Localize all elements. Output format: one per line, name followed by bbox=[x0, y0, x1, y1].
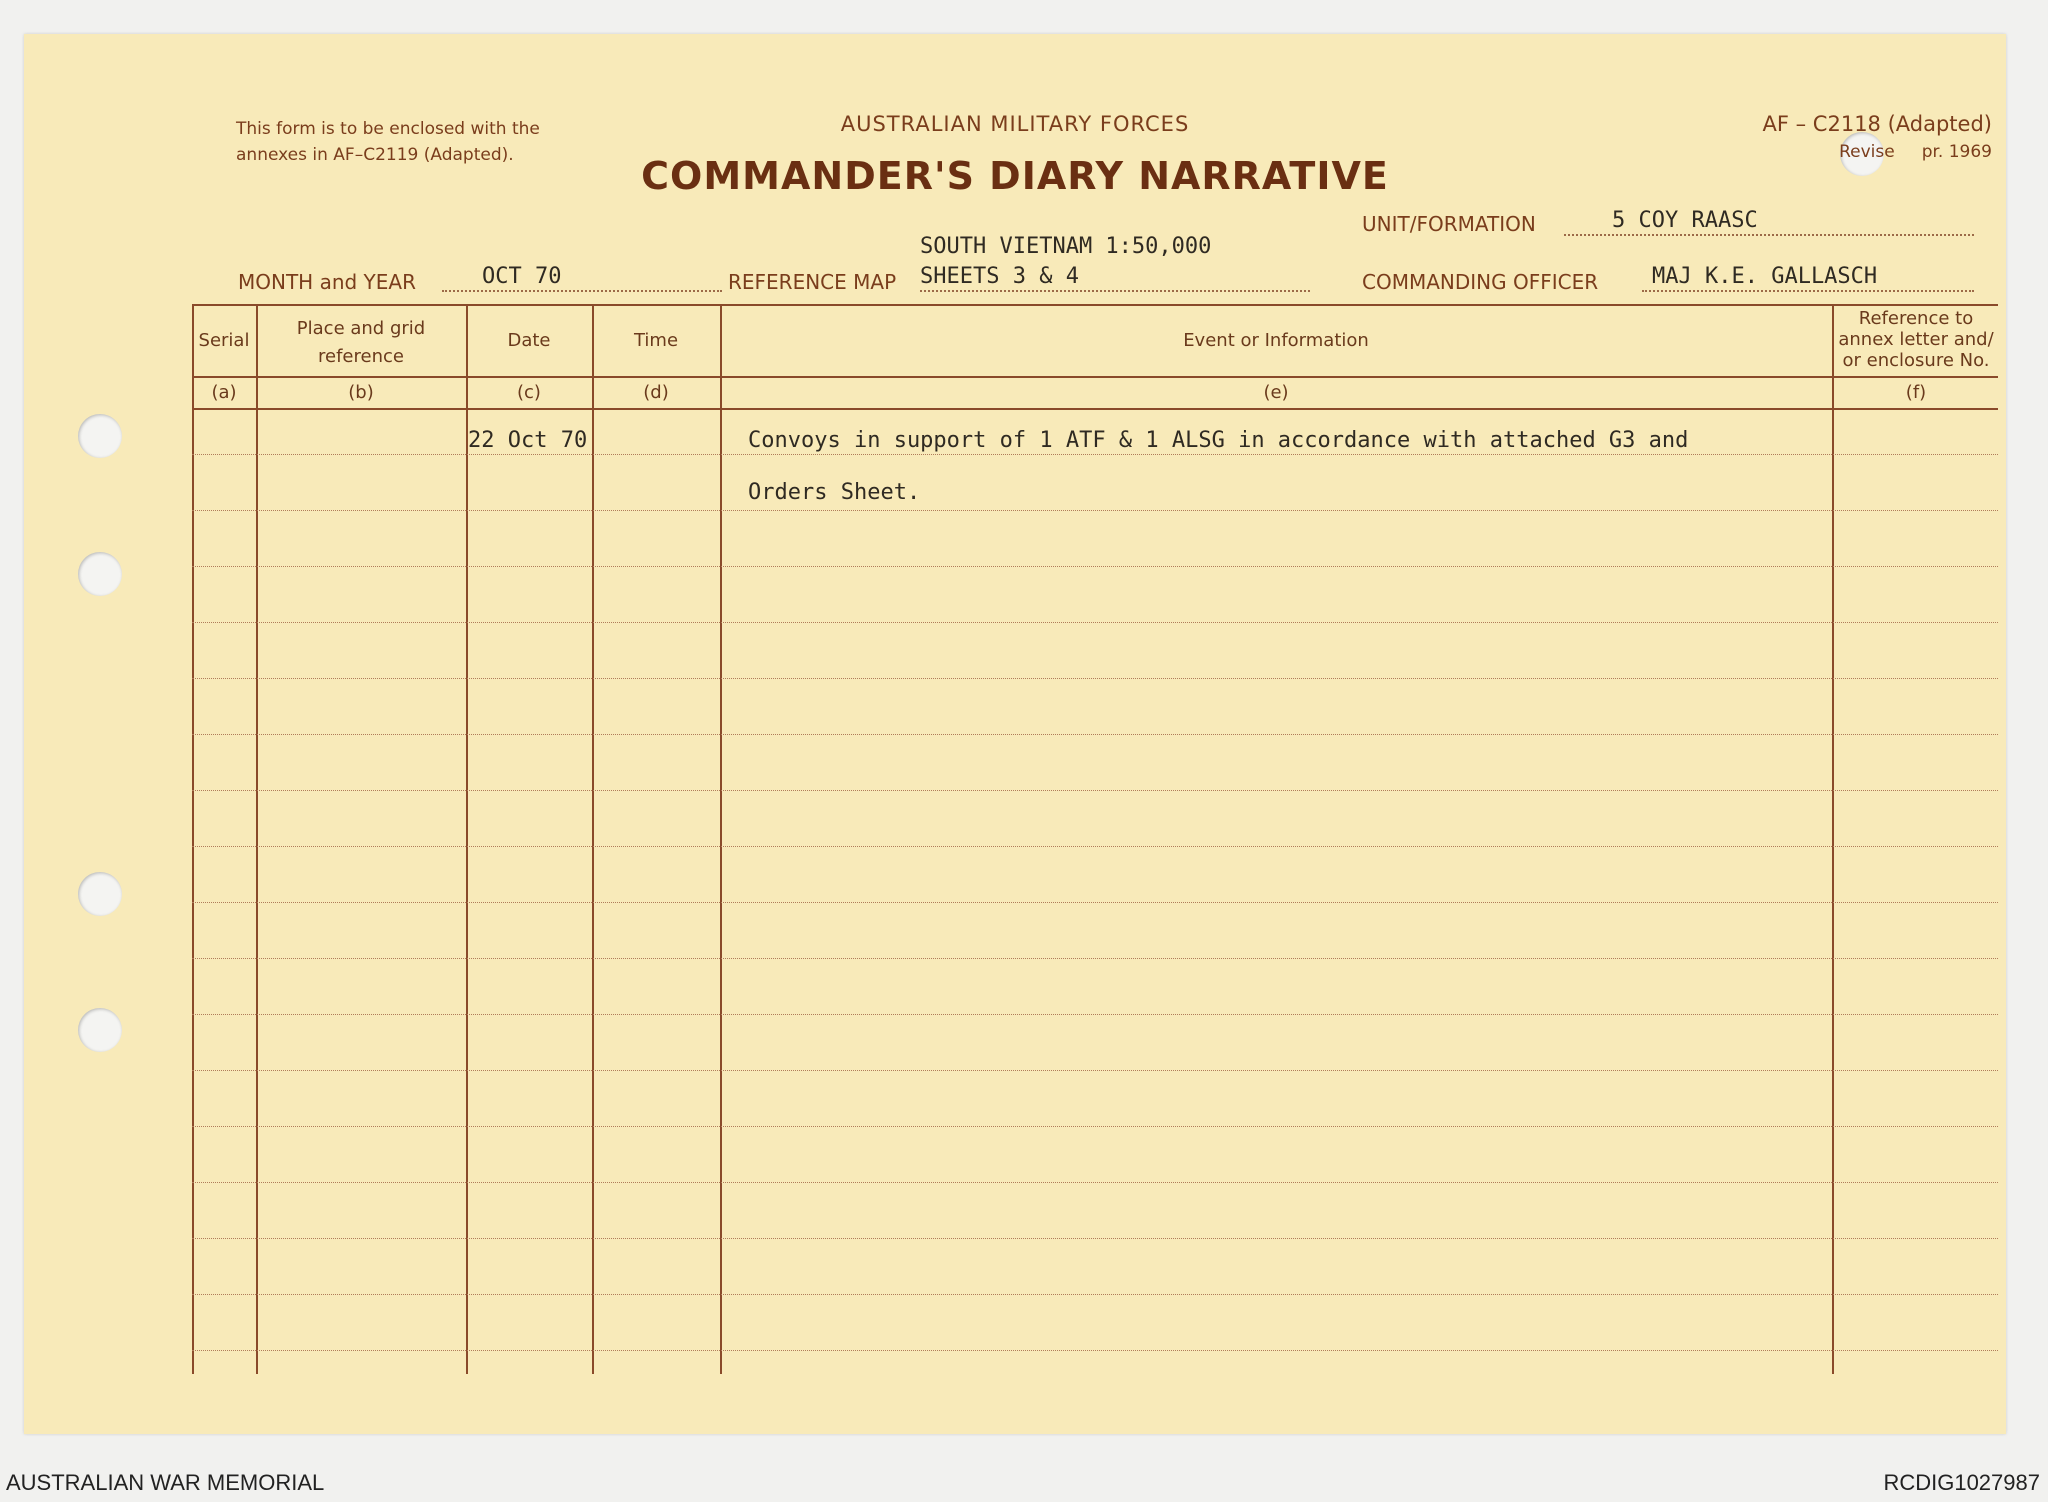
co-label: COMMANDING OFFICER bbox=[1362, 270, 1599, 294]
row-rule bbox=[192, 958, 1998, 959]
column-border bbox=[256, 304, 258, 1374]
row-rule bbox=[192, 1238, 1998, 1239]
row-rule bbox=[192, 1126, 1998, 1127]
map-underline bbox=[920, 290, 1310, 292]
row-rule bbox=[192, 454, 1998, 455]
diary-sheet bbox=[24, 34, 2006, 1434]
map-value-line2: SHEETS 3 & 4 bbox=[920, 264, 1079, 289]
table-top-border bbox=[192, 304, 1998, 306]
subheader-a: (a) bbox=[211, 382, 237, 403]
subheader-divider bbox=[192, 408, 1998, 410]
header-serial: Serial bbox=[198, 330, 250, 351]
month-label: MONTH and YEAR bbox=[238, 270, 416, 294]
column-border bbox=[592, 304, 594, 1374]
row-rule bbox=[192, 622, 1998, 623]
enclosure-note-line2: annexes in AF–C2119 (Adapted). bbox=[236, 145, 514, 165]
co-value: MAJ K.E. GALLASCH bbox=[1652, 264, 1878, 289]
entry-event-line2: Orders Sheet. bbox=[748, 480, 921, 505]
header-reference bbox=[1834, 308, 1998, 371]
organisation-heading: AUSTRALIAN MILITARY FORCES bbox=[840, 112, 1190, 136]
revision-date: Revise pr. 1969 bbox=[1839, 142, 1992, 162]
header-divider bbox=[192, 376, 1998, 378]
header-reference-line1: Reference to bbox=[1858, 308, 1974, 329]
subheader-c: (c) bbox=[517, 382, 541, 403]
month-underline bbox=[442, 290, 722, 292]
row-rule bbox=[192, 846, 1998, 847]
diary-table bbox=[192, 304, 1998, 1374]
subheader-d: (d) bbox=[643, 382, 669, 403]
row-rule bbox=[192, 1182, 1998, 1183]
header-event: Event or Information bbox=[1183, 330, 1369, 351]
enclosure-note-line1: This form is to be enclosed with the bbox=[236, 119, 540, 139]
punch-hole bbox=[78, 414, 122, 458]
column-border bbox=[466, 304, 468, 1374]
unit-underline bbox=[1564, 234, 1974, 236]
row-rule bbox=[192, 1350, 1998, 1351]
entry-event-line1: Convoys in support of 1 ATF & 1 ALSG in accordance with attached G3 and bbox=[748, 428, 1689, 453]
row-rule bbox=[192, 1070, 1998, 1071]
header-place-line2: reference bbox=[318, 346, 404, 367]
month-value: OCT 70 bbox=[482, 264, 562, 289]
row-rule bbox=[192, 510, 1998, 511]
punch-hole bbox=[78, 872, 122, 916]
header-place-line1: Place and grid bbox=[296, 318, 426, 339]
footer-archive-name: AUSTRALIAN WAR MEMORIAL bbox=[6, 1470, 325, 1495]
column-border bbox=[192, 304, 194, 1374]
unit-label: UNIT/FORMATION bbox=[1362, 212, 1536, 236]
co-underline bbox=[1642, 290, 1974, 292]
footer-record-id: RCDIG1027987 bbox=[1883, 1470, 2040, 1495]
form-number: AF – C2118 (Adapted) bbox=[1762, 112, 1992, 136]
map-value-line1: SOUTH VIETNAM 1:50,000 bbox=[920, 234, 1212, 259]
subheader-f: (f) bbox=[1905, 382, 1927, 403]
row-rule bbox=[192, 734, 1998, 735]
punch-hole bbox=[78, 552, 122, 596]
row-rule bbox=[192, 1014, 1998, 1015]
map-label: REFERENCE MAP bbox=[728, 270, 897, 294]
row-rule bbox=[192, 790, 1998, 791]
subheader-e: (e) bbox=[1263, 382, 1289, 403]
unit-value: 5 COY RAASC bbox=[1612, 208, 1758, 233]
header-place bbox=[256, 318, 466, 368]
column-border bbox=[1832, 304, 1834, 1374]
punch-hole bbox=[78, 1008, 122, 1052]
subheader-b: (b) bbox=[348, 382, 374, 403]
header-reference-line2: annex letter and/ bbox=[1838, 329, 1994, 350]
row-rule bbox=[192, 566, 1998, 567]
form-title: COMMANDER'S DIARY NARRATIVE bbox=[641, 154, 1389, 198]
header-reference-line3: or enclosure No. bbox=[1842, 350, 1990, 371]
entry-date: 22 Oct 70 bbox=[468, 428, 588, 453]
row-rule bbox=[192, 902, 1998, 903]
row-rule bbox=[192, 1294, 1998, 1295]
row-rule bbox=[192, 678, 1998, 679]
header-time: Time bbox=[633, 330, 679, 351]
column-border bbox=[720, 304, 722, 1374]
header-date: Date bbox=[507, 330, 551, 351]
